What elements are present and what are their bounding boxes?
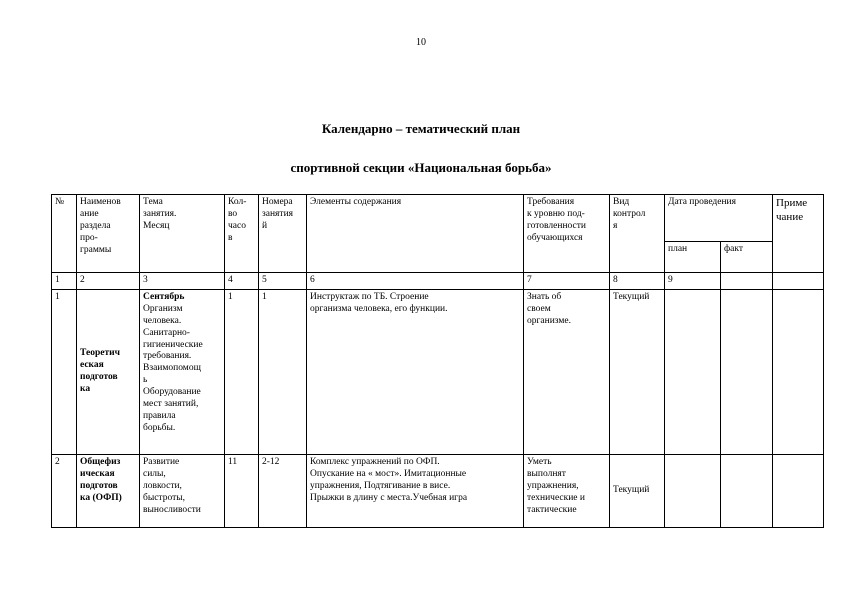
row-topic: Организм человека. Санитарно- гигиенические требования. Взаимопомощ ь Оборудование мест занятий, правила борьбы. bbox=[143, 303, 203, 433]
row-control: Текущий bbox=[610, 290, 665, 455]
header-section: Наименов ание раздела про- граммы bbox=[77, 195, 140, 273]
header-lesson-numbers: Номера занятия й bbox=[259, 195, 307, 273]
column-number: 4 bbox=[225, 273, 259, 290]
row-hours: 1 bbox=[225, 290, 259, 455]
row-section: Теоретич еская подготов ка bbox=[77, 290, 140, 455]
row-content: Комплекс упражнений по ОФП. Опускание на « мост». Имитационные упражнения, Подтягивание в висе. Прыжки в длину с места.Учебная игра bbox=[310, 457, 468, 503]
header-content: Элементы содержания bbox=[307, 195, 524, 273]
column-number: 2 bbox=[77, 273, 140, 290]
row-topic-month: Сентябрь bbox=[143, 292, 185, 302]
header-hours: Кол- во часо в bbox=[225, 195, 259, 273]
plan-table bbox=[51, 194, 824, 528]
header-topic: Тема занятия. Месяц bbox=[140, 195, 225, 273]
column-number: 7 bbox=[524, 273, 610, 290]
column-number: 1 bbox=[52, 273, 77, 290]
document-title: Календарно – тематический план bbox=[321, 121, 521, 136]
page-number: 10 bbox=[416, 37, 426, 48]
row-plan bbox=[665, 455, 721, 528]
row-note bbox=[773, 290, 824, 455]
column-number: 3 bbox=[140, 273, 225, 290]
column-number: 5 bbox=[259, 273, 307, 290]
column-number-row bbox=[52, 273, 824, 290]
header-number: № bbox=[52, 195, 77, 273]
column-number: 9 bbox=[665, 273, 721, 290]
column-number: 6 bbox=[307, 273, 524, 290]
row-topic-cell bbox=[140, 290, 225, 455]
row-fact bbox=[721, 455, 773, 528]
header-control: Вид контрол я bbox=[610, 195, 665, 273]
column-number bbox=[721, 273, 773, 290]
header-requirements: Требования к уровню под- готовленности обучающихся bbox=[524, 195, 610, 273]
row-requirements: Знать об своем организме. bbox=[524, 290, 610, 455]
table-row bbox=[52, 455, 824, 528]
row-lesson-numbers: 2-12 bbox=[259, 455, 307, 528]
row-requirements: Уметь выполнят упражнения, технические и тактические bbox=[527, 457, 585, 515]
header-plan: план bbox=[665, 242, 721, 273]
header-fact: факт bbox=[721, 242, 773, 273]
row-lesson-numbers: 1 bbox=[259, 290, 307, 455]
row-content: Инструктаж по ТБ. Строение организма человека, его функции. bbox=[307, 290, 524, 455]
row-topic-cell bbox=[140, 455, 225, 528]
row-control: Текущий bbox=[610, 455, 665, 528]
row-number: 1 bbox=[52, 290, 77, 455]
column-number: 8 bbox=[610, 273, 665, 290]
row-fact bbox=[721, 290, 773, 455]
row-note bbox=[773, 455, 824, 528]
row-plan bbox=[665, 290, 721, 455]
row-hours: 11 bbox=[225, 455, 259, 528]
row-requirements-cell bbox=[524, 455, 610, 528]
row-section: Общефиз ическая подготов ка (ОФП) bbox=[77, 455, 140, 528]
row-topic: Развитие силы, ловкости, быстроты, выносливости bbox=[143, 457, 201, 515]
header-row bbox=[52, 195, 824, 242]
row-content-cell bbox=[307, 455, 524, 528]
document-subtitle: спортивной секции «Национальная борьба» bbox=[290, 160, 552, 175]
table-row bbox=[52, 290, 824, 455]
row-number: 2 bbox=[52, 455, 77, 528]
header-note: Приме чание bbox=[773, 195, 824, 273]
header-date: Дата проведения bbox=[665, 195, 773, 242]
column-number bbox=[773, 273, 824, 290]
